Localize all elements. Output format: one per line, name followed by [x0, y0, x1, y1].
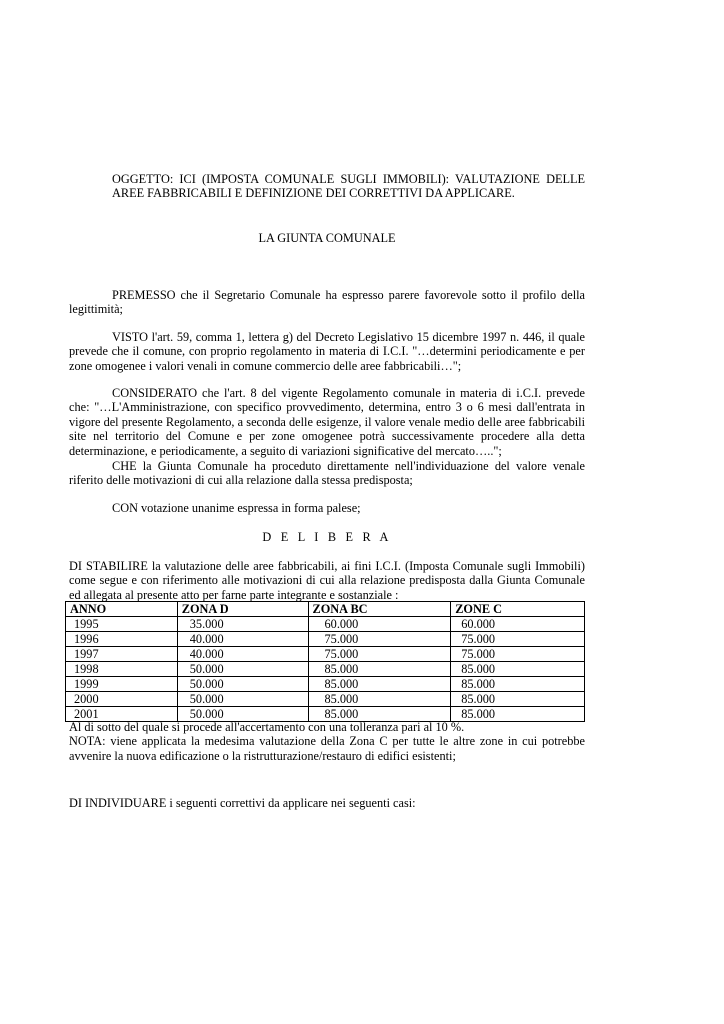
- subject-paragraph: [112, 172, 585, 201]
- tolerance-text: Al di sotto del quale si procede all'accertamento con una tolleranza pari al 10 %.: [69, 720, 465, 734]
- cell-anno: 1999: [66, 677, 178, 692]
- cell-zona-d: 50.000: [177, 677, 308, 692]
- header-zone-c: ZONE C: [451, 602, 585, 617]
- header-zona-d: ZONA D: [177, 602, 308, 617]
- cell-zona-d: 50.000: [177, 662, 308, 677]
- table-row: [66, 692, 585, 707]
- cell-zona-bc: 85.000: [308, 692, 451, 707]
- che-paragraph: [69, 459, 585, 488]
- stabilire-lead: DI STABILIRE: [69, 559, 148, 573]
- cell-zone-c: 75.000: [451, 632, 585, 647]
- considerato-text: CONSIDERATO che l'art. 8 del vigente Regolamento comunale in materia di i.C.I. prevede che: "…L'Amministrazione, con specifico provvedimento, determina, entro 3 o 6 mesi dall'entrata in vigore del presente Regolamento, a seconda delle esigenze, il valore venale medio delle aree fabbricabili site nel territorio del Comune e per zone omogenee potrà successivamente procedere alla detta determinazione, e periodicamente, a seguito di variazioni significative del mercato…..";: [69, 386, 585, 458]
- table-row: [66, 647, 585, 662]
- cell-zona-d: 50.000: [177, 692, 308, 707]
- individuare-text: DI INDIVIDUARE i seguenti correttivi da applicare nei seguenti casi:: [69, 796, 416, 810]
- table-row: [66, 677, 585, 692]
- header-zona-bc: ZONA BC: [308, 602, 451, 617]
- cell-zone-c: 85.000: [451, 677, 585, 692]
- subject-text: OGGETTO: ICI (IMPOSTA COMUNALE SUGLI IMMOBILI): VALUTAZIONE DELLE AREE FABBRICABILI E DEFINIZIONE DEI CORRETTIVI DA APPLICARE.: [112, 172, 585, 201]
- con-paragraph: [69, 501, 585, 515]
- cell-zona-d: 35.000: [177, 617, 308, 632]
- stabilire-paragraph: [69, 559, 585, 602]
- table-header-row: [66, 602, 585, 617]
- delibera-heading: D E L I B E R A: [262, 530, 392, 544]
- cell-zone-c: 60.000: [451, 617, 585, 632]
- cell-anno: 2001: [66, 707, 178, 722]
- visto-text: VISTO l'art. 59, comma 1, lettera g) del Decreto Legislativo 15 dicembre 1997 n. 446, il quale prevede che il comune, con proprio regolamento in materia di I.C.I. "…determini periodicamente e per zone omogenee i valori venali in comune commercio delle aree fabbricabili…";: [69, 330, 585, 373]
- con-text: CON votazione unanime espressa in forma palese;: [112, 501, 361, 515]
- section-heading: LA GIUNTA COMUNALE: [258, 231, 396, 245]
- cell-zona-d: 40.000: [177, 647, 308, 662]
- table-row: [66, 662, 585, 677]
- table-row: [66, 632, 585, 647]
- cell-zone-c: 85.000: [451, 662, 585, 677]
- table-body: [66, 617, 585, 722]
- notes-block: [69, 720, 585, 763]
- cell-zona-bc: 85.000: [308, 707, 451, 722]
- cell-zona-bc: 75.000: [308, 647, 451, 662]
- cell-zone-c: 85.000: [451, 707, 585, 722]
- cell-zona-bc: 85.000: [308, 662, 451, 677]
- stabilire-body: la valutazione delle aree fabbricabili, ai fini I.C.I. (Imposta Comunale sugli Immobili) come segue e con riferimento alle motivazioni di cui alla relazione predisposta dalla Giunta Comunale ed allegata al presente atto per farne parte integrante e sostanziale :: [69, 559, 585, 602]
- cell-zone-c: 85.000: [451, 692, 585, 707]
- considerato-paragraph: [69, 386, 585, 458]
- cell-zona-bc: 85.000: [308, 677, 451, 692]
- individuare-paragraph: [69, 796, 585, 810]
- cell-zona-bc: 60.000: [308, 617, 451, 632]
- che-text: CHE la Giunta Comunale ha proceduto direttamente nell'individuazione del valore venale riferito delle motivazioni di cui alla relazione dalla stessa predisposta;: [69, 459, 585, 488]
- cell-zona-bc: 75.000: [308, 632, 451, 647]
- premesso-text: PREMESSO che il Segretario Comunale ha espresso parere favorevole sotto il profilo della legittimità;: [69, 288, 585, 317]
- visto-paragraph: [69, 330, 585, 373]
- cell-anno: 1998: [66, 662, 178, 677]
- cell-anno: 1997: [66, 647, 178, 662]
- cell-zona-d: 50.000: [177, 707, 308, 722]
- header-anno: ANNO: [66, 602, 178, 617]
- cell-anno: 1995: [66, 617, 178, 632]
- valuation-table: [65, 601, 585, 722]
- nota-text: NOTA: viene applicata la medesima valutazione della Zona C per tutte le altre zone in cui potrebbe avvenire la nuova edificazione o la ristrutturazione/restauro di edifici esistenti;: [69, 734, 585, 763]
- cell-zona-d: 40.000: [177, 632, 308, 647]
- cell-anno: 1996: [66, 632, 178, 647]
- premesso-paragraph: [69, 288, 585, 317]
- cell-anno: 2000: [66, 692, 178, 707]
- stabilire-text: [69, 559, 585, 602]
- cell-zone-c: 75.000: [451, 647, 585, 662]
- table-row: [66, 617, 585, 632]
